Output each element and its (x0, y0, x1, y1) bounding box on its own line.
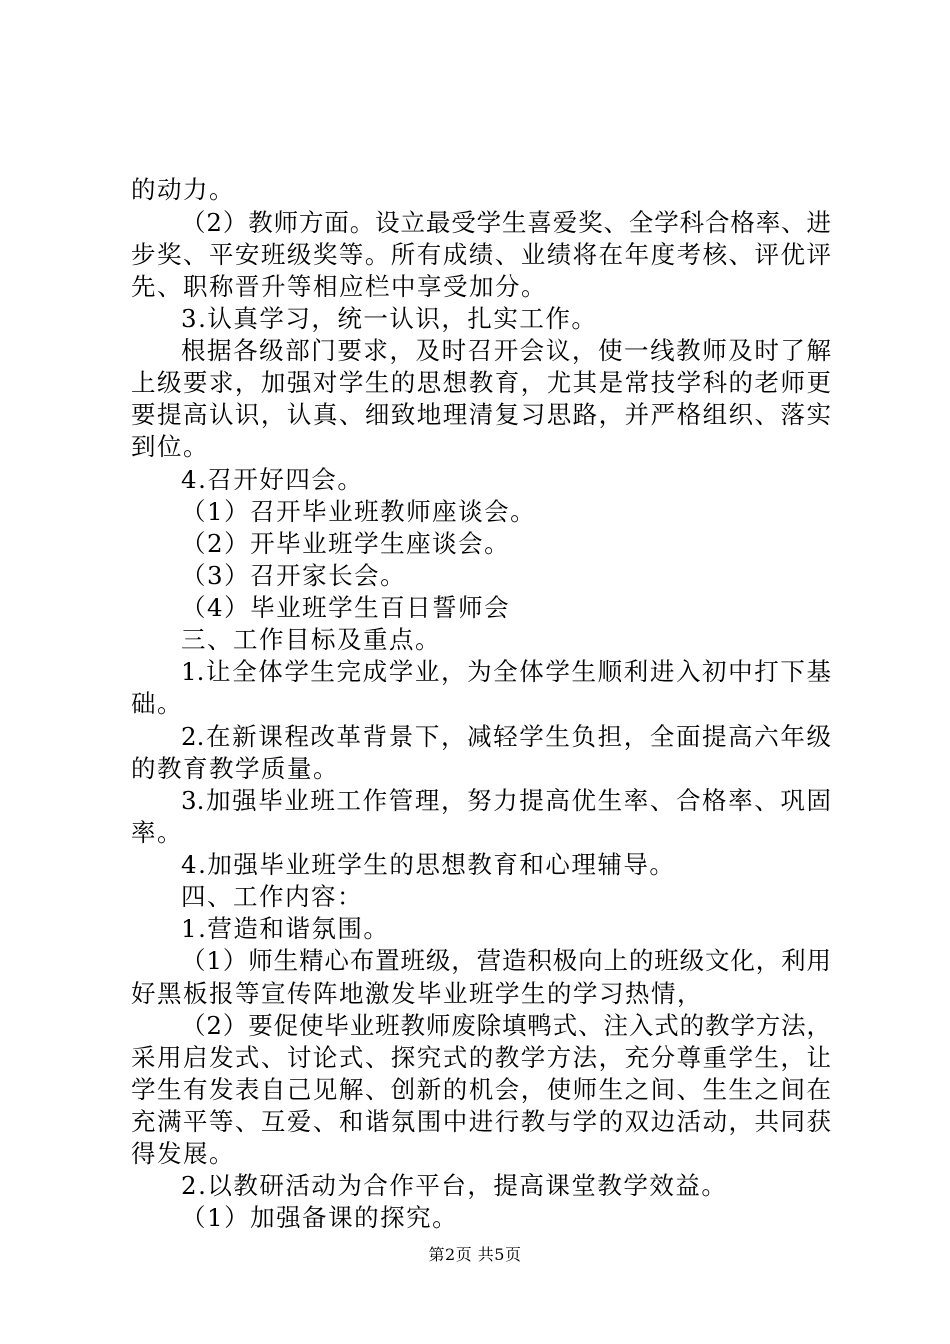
text-line: （3）召开家长会。 (181, 561, 407, 590)
text-line: 1.让全体学生完成学业，为全体学生顺利进入初中打下基 (181, 657, 831, 686)
text-line: 2.在新课程改革背景下，减轻学生负担，全面提高六年级 (181, 722, 831, 751)
text-line: 4.召开好四会。 (181, 465, 364, 494)
text-line: 四、工作内容： (181, 882, 363, 911)
text-line: 三、工作目标及重点。 (181, 625, 441, 654)
text-line: （2）教师方面。设立最受学生喜爱奖、全学科合格率、进 (181, 208, 831, 237)
text-line: 础。 (131, 689, 183, 718)
text-line: 率。 (131, 818, 183, 847)
text-line: 得发展。 (131, 1139, 235, 1168)
text-line: 根据各级部门要求，及时召开会议，使一线教师及时了解 (181, 336, 831, 365)
text-line: 步奖、平安班级奖等。所有成绩、业绩将在年度考核、评优评 (131, 240, 831, 269)
text-line: （1）加强备课的探究。 (181, 1203, 459, 1232)
text-line: 3.认真学习，统一认识，扎实工作。 (181, 304, 598, 333)
text-line: （1）师生精心布置班级，营造积极向上的班级文化，利用 (181, 946, 831, 975)
text-line: 4.加强毕业班学生的思想教育和心理辅导。 (181, 850, 676, 879)
text-line: 充满平等、互爱、和谐氛围中进行教与学的双边活动，共同获 (131, 1107, 831, 1136)
text-line: 的教育教学质量。 (131, 754, 339, 783)
text-line: 2.以教研活动为合作平台，提高课堂教学效益。 (181, 1171, 728, 1200)
text-line: 到位。 (131, 432, 209, 461)
text-line: 上级要求，加强对学生的思想教育，尤其是常技学科的老师更 (131, 368, 831, 397)
text-line: 采用启发式、讨论式、探究式的教学方法，充分尊重学生，让 (131, 1043, 831, 1072)
text-line: 1.营造和谐氛围。 (181, 914, 390, 943)
text-line: 学生有发表自己见解、创新的机会，使师生之间、生生之间在 (131, 1075, 831, 1104)
text-line: 要提高认识，认真、细致地理清复习思路，并严格组织、落实 (131, 400, 831, 429)
text-line: 的动力。 (131, 175, 235, 204)
text-line: （4）毕业班学生百日誓师会 (181, 593, 511, 622)
text-line: （1）召开毕业班教师座谈会。 (181, 497, 537, 526)
text-line: （2）开毕业班学生座谈会。 (181, 529, 511, 558)
text-line: 先、职称晋升等相应栏中享受加分。 (131, 272, 547, 301)
page-footer: 第2页 共5页 (428, 1245, 522, 1264)
text-line: （2）要促使毕业班教师废除填鸭式、注入式的教学方法， (181, 1011, 831, 1040)
text-line: 好黑板报等宣传阵地激发毕业班学生的学习热情， (131, 979, 703, 1008)
text-line: 3.加强毕业班工作管理，努力提高优生率、合格率、巩固 (181, 786, 831, 815)
